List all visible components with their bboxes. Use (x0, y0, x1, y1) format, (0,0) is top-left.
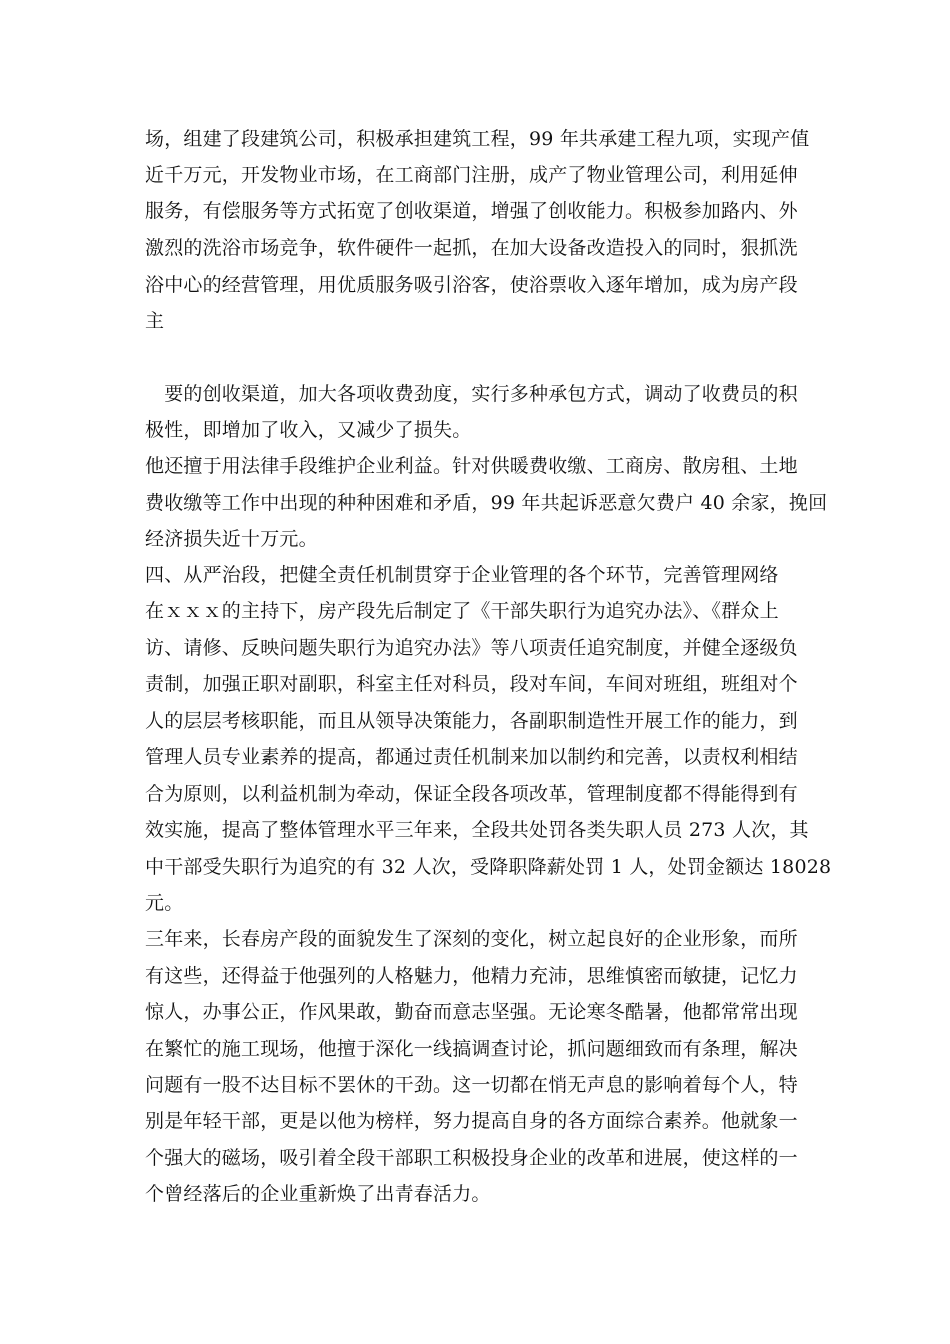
text-line: 个强大的磁场，吸引着全段干部职工积极投身企业的改革和进展，使这样的一 (145, 1147, 798, 1169)
text-line: 服务，有偿服务等方式拓宽了创收渠道，增强了创收能力。积极参加路内、外 (145, 200, 798, 222)
section-heading: 四、从严治段，把健全责任机制贯穿于企业管理的各个环节，完善管理网络 (145, 564, 779, 586)
text-line: 中干部受失职行为追究的有 32 人次，受降职降薪处罚 1 人，处罚金额达 18028 (145, 856, 832, 878)
text-line: 在ｘｘｘ的主持下，房产段先后制定了《干部失职行为追究办法》、《群众上 (145, 600, 779, 622)
text-line: 场，组建了段建筑公司，积极承担建筑工程，99 年共承建工程九项，实现产值 (145, 128, 810, 150)
text-line: 在繁忙的施工现场，他擅于深化一线搞调查讨论，抓问题细致而有条理，解决 (145, 1038, 798, 1060)
text-line: 问题有一股不达目标不罢休的干劲。这一切都在悄无声息的影响着每个人，特 (145, 1074, 798, 1096)
text-line: 惊人，办事公正，作风果敢，勤奋而意志坚强。无论寒冬酷暑，他都常常出现 (145, 1001, 798, 1023)
text-line: 合为原则，以利益机制为牵动，保证全段各项改革，管理制度都不得能得到有 (145, 783, 798, 805)
text-line: 浴中心的经营管理，用优质服务吸引浴客，使浴票收入逐年增加，成为房产段 (145, 274, 798, 296)
text-line: 他还擅于用法律手段维护企业利益。针对供暖费收缴、工商房、散房租、土地 (145, 455, 798, 477)
text-line: 经济损失近十万元。 (145, 528, 318, 550)
text-line: 主 (145, 310, 165, 332)
text-line: 费收缴等工作中出现的种种困难和矛盾，99 年共起诉恶意欠费户 40 余家，挽回 (145, 492, 828, 514)
text-line: 责制，加强正职对副职，科室主任对科员，段对车间，车间对班组，班组对个 (145, 673, 798, 695)
text-line: 个曾经落后的企业重新焕了出青春活力。 (145, 1183, 491, 1205)
text-line: 别是年轻干部，更是以他为榜样，努力提高自身的各方面综合素养。他就象一 (145, 1110, 798, 1132)
text-line: 人的层层考核职能，而且从领导决策能力，各副职制造性开展工作的能力，到 (145, 710, 798, 732)
text-line: 元。 (145, 892, 184, 914)
text-line: 访、请修、反映问题失职行为追究办法》等八项责任追究制度，并健全逐级负 (145, 637, 798, 659)
text-line: 极性，即增加了收入，又减少了损失。 (145, 419, 472, 441)
text-line: 效实施，提高了整体管理水平三年来，全段共处罚各类失职人员 273 人次，其 (145, 819, 809, 841)
text-line: 近千万元，开发物业市场，在工商部门注册，成产了物业管理公司，利用延伸 (145, 164, 798, 186)
text-line: 有这些，还得益于他强列的人格魅力，他精力充沛，思维慎密而敏捷，记忆力 (145, 965, 798, 987)
text-line: 三年来，长春房产段的面貌发生了深刻的变化，树立起良好的企业形象，而所 (145, 928, 798, 950)
text-line: 要的创收渠道，加大各项收费劲度，实行多种承包方式，调动了收费员的积 (145, 383, 798, 405)
text-line: 激烈的洗浴市场竞争，软件硬件一起抓，在加大设备改造投入的同时，狠抓洗 (145, 237, 798, 259)
text-line: 管理人员专业素养的提高，都通过责任机制来加以制约和完善，以责权利相结 (145, 746, 798, 768)
